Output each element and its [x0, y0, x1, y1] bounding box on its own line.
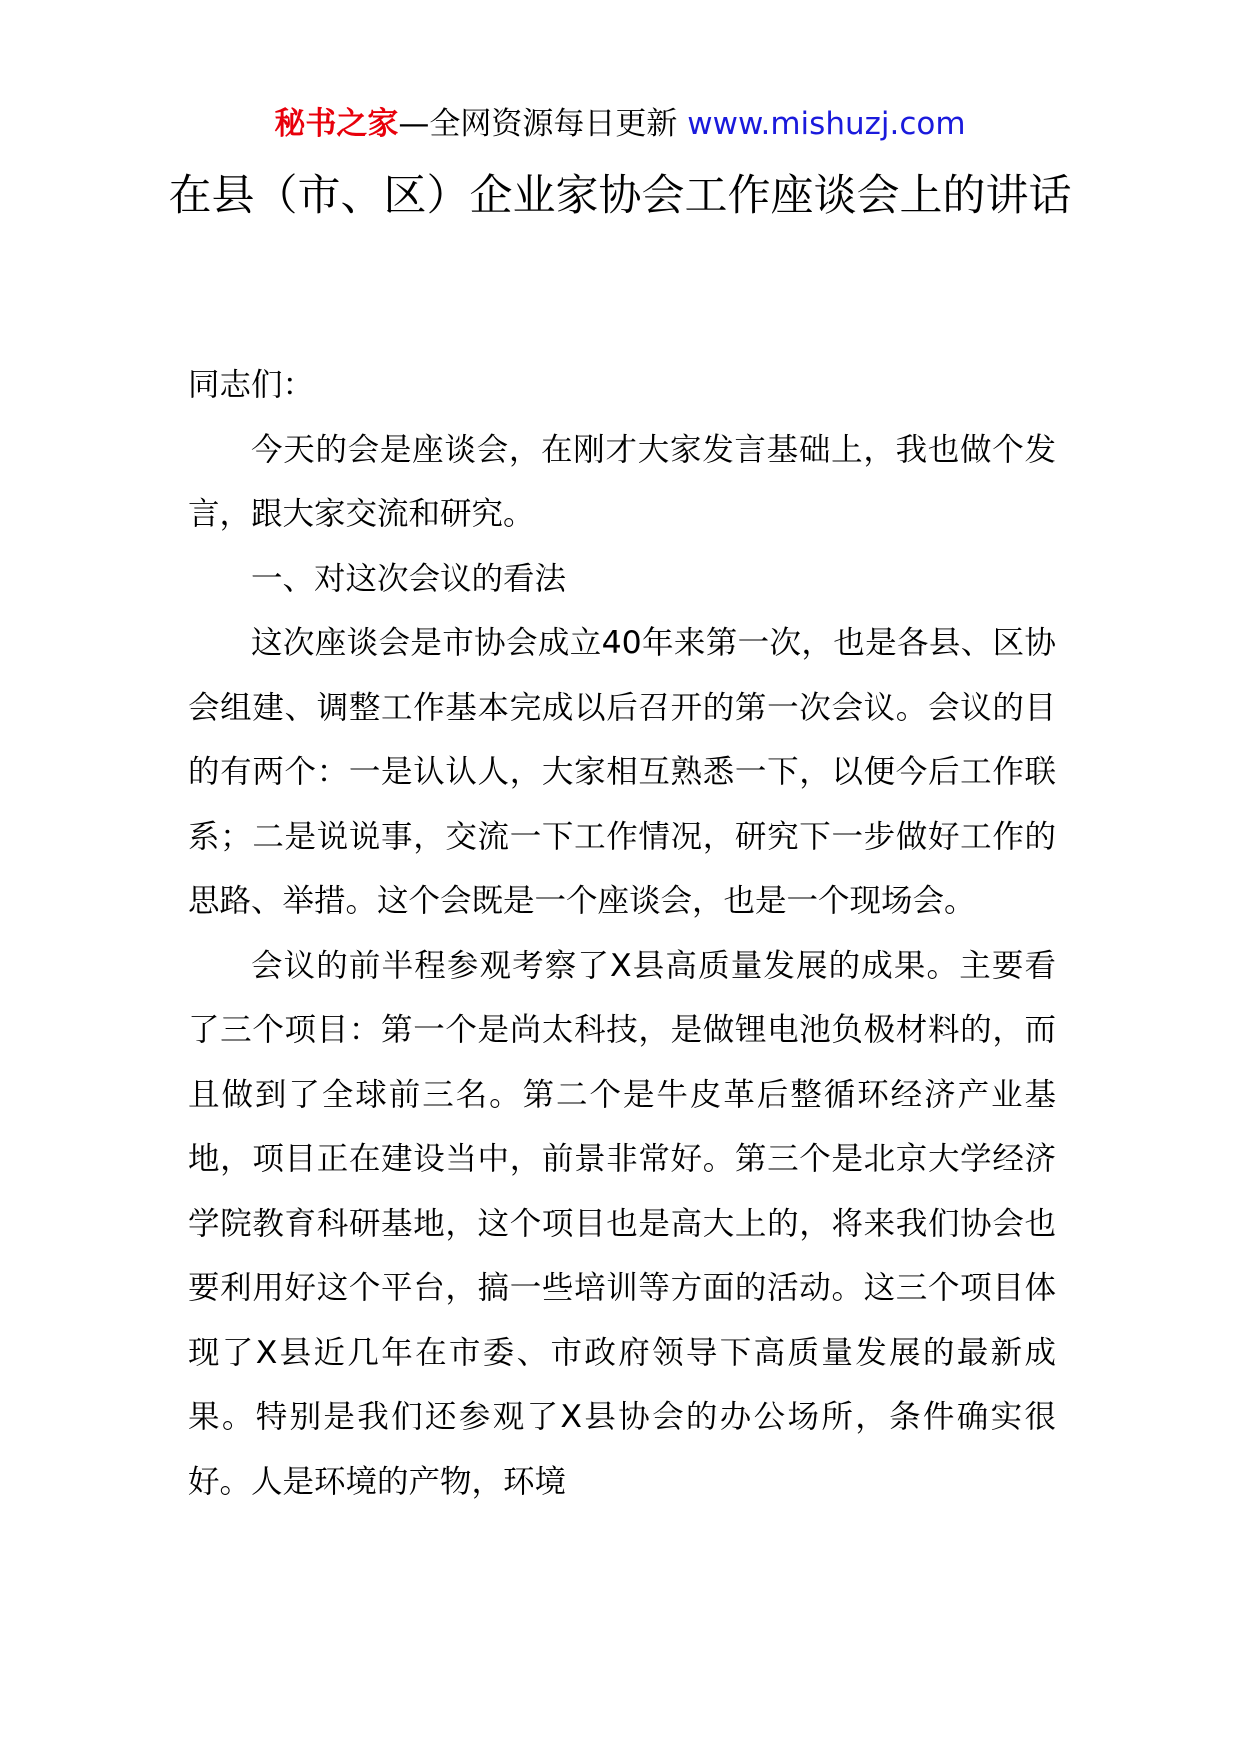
site-tagline: —全网资源每日更新	[398, 106, 678, 142]
document-title: 在县（市、区）企业家协会工作座谈会上的讲话	[168, 171, 1072, 221]
paragraph-site-visit: 会议的前半程参观考察了X县高质量发展的成果。主要看了三个项目：第一个是尚太科技，是做锂电池负极材料的，而且做到了全球前三名。第二个是牛皮革后整循环经济产业基地，项目正在建设当中，前景非常好。第三个是北京大学经济学院教育科研基地，这个项目也是高大上的，将来我们协会也要利用好这个平台，搞一些培训等方面的活动。这三个项目体现了X县近几年在市委、市政府领导下高质量发展的最新成果。特别是我们还参观了X县协会的办公场所，条件确实很好。人是环境的产物，环境	[188, 947, 1056, 1500]
document-body	[188, 353, 1056, 1514]
site-url-link[interactable]: www.mishuzj.com	[687, 106, 966, 142]
section-heading: 一、对这次会议的看法	[251, 560, 567, 597]
site-brand: 秘书之家	[274, 106, 399, 142]
site-header	[0, 100, 1240, 148]
paragraph-meeting-purpose: 这次座谈会是市协会成立40年来第一次，也是各县、区协会组建、调整工作基本完成以后召开的第一次会议。会议的目的有两个：一是认认人，大家相互熟悉一下，以便今后工作联系；二是说说事，交流一下工作情况，研究下一步做好工作的思路、举措。这个会既是一个座谈会，也是一个现场会。	[188, 625, 1056, 919]
greeting: 同志们：	[188, 367, 315, 403]
paragraph-intro: 今天的会是座谈会，在刚才大家发言基础上，我也做个发言，跟大家交流和研究。	[188, 431, 1056, 532]
